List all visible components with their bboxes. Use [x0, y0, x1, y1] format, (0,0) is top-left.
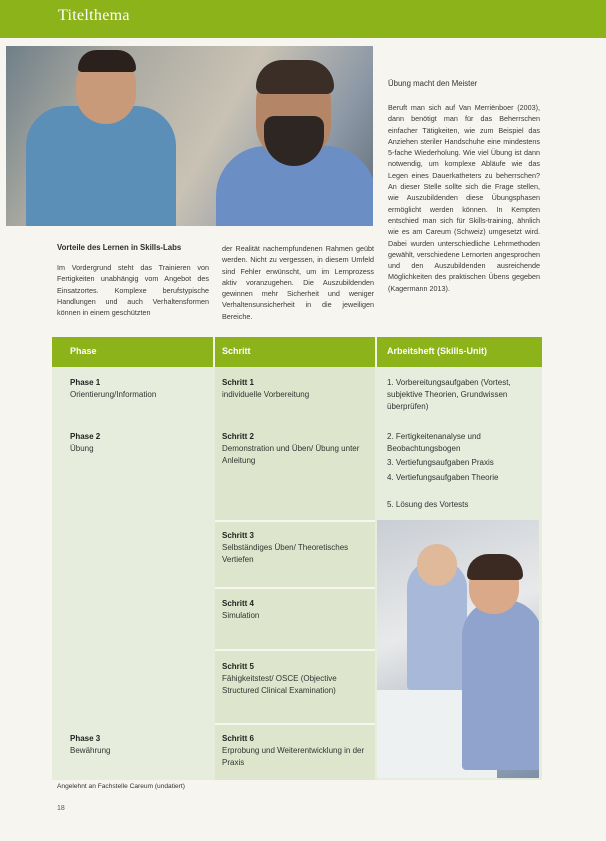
step-name: Demonstration und Üben/ Übung unter Anleitung [222, 444, 360, 465]
step-title: Schritt 3 [222, 531, 255, 540]
right-column-text: Beruft man sich auf Van Merriënboer (2003), dann benötigt man für das Beherrschen einfacher Tätigkeiten, wie zum Beispiel das Anziehen steriler Handschuhe eine mindestens 5-fache Wiederholung. Wie viel Übung ist dann notwendig, um komplexe Abläufe wie das Legen eines Dauerkatheters zu beherrschen? An dieser Stelle sollte sich die Frage stellen, wie Auszubildenden diese Übungsphasen ermöglicht werden können. In Kempten entschied man sich für Skills-training, ähnlich wie es am Careum (Schweiz) umgesetzt wird. Dabei wurden unterschiedliche Lehrmethoden gewählt, verschiedene Lernorten angesprochen und den Auszubildenden ausreichende Möglichkeiten des praktischen Übens gegeben (Kagermann 2013). [388, 103, 540, 293]
header-divider [375, 337, 377, 367]
phase-title: Phase 3 [70, 734, 101, 743]
left-column-text: Im Vordergrund steht das Trainieren von Fertigkeiten unabhängig vom Angebot des Einsatzortes. Komplexe berufstypische Handlungen und auch Verhaltensformen können in einem geschützten [57, 263, 209, 318]
photo-nurses-patient [6, 46, 373, 226]
nurse-hair [78, 50, 136, 72]
workbook-item: 2. Fertigkeitenanalyse und Beobachtungsbogen [387, 432, 481, 453]
workbook-item: 1. Vorbereitungsaufgaben (Vortest, subjektive Theorien, Grundwissen überprüfen) [387, 378, 511, 411]
step-2 [222, 431, 370, 467]
step-title: Schritt 5 [222, 662, 255, 671]
step-name: Fähigkeitstest/ OSCE (Objective Structured Clinical Examination) [222, 674, 337, 695]
student-head [417, 544, 457, 586]
page-number: 18 [57, 805, 65, 812]
row-divider [215, 723, 375, 725]
workbook-item: 3. Vertiefungsaufgaben Praxis [387, 458, 494, 467]
right-heading: Übung macht den Meister [388, 79, 478, 88]
step-4 [222, 598, 370, 622]
patient-hair [256, 60, 334, 94]
workbook-item: 5. Lösung des Vortests [387, 500, 469, 509]
step-1 [222, 377, 370, 401]
step-3 [222, 530, 370, 566]
section-title: Titelthema [58, 7, 130, 24]
middle-column-text: der Realität nachempfundenen Rahmen geübt werden. Nicht zu vergessen, in diesem Umfeld sind Fehler erwünscht, um im Lernprozess aktiv voranzugehen. Die Auszubildenden gewinnen mehr Sicherheit und weniger Verhaltensunsicherheit in die jeweiligen Bereiche. [222, 244, 374, 321]
table-caption: Angelehnt an Fachstelle Careum (undatiert) [57, 783, 185, 790]
step-name: individuelle Vorbereitung [222, 390, 310, 399]
step-6 [222, 733, 370, 769]
phase-title: Phase 1 [70, 378, 101, 387]
step-title: Schritt 2 [222, 432, 255, 441]
step-5 [222, 661, 370, 697]
table-header-row [52, 337, 542, 367]
row-divider [215, 520, 375, 522]
header-workbook: Arbeitsheft (Skills-Unit) [387, 346, 488, 356]
step-name: Selbständiges Üben/ Theoretisches Vertiefen [222, 543, 349, 564]
phase-name: Übung [70, 444, 94, 453]
header-step: Schritt [222, 346, 251, 356]
phase-name: Orientierung/Information [70, 390, 157, 399]
nurse-figure [26, 106, 176, 226]
step-title: Schritt 6 [222, 734, 255, 743]
phase-3 [70, 733, 210, 757]
row-divider [215, 587, 375, 589]
step-name: Simulation [222, 611, 260, 620]
step-title: Schritt 1 [222, 378, 255, 387]
step-title: Schritt 4 [222, 599, 255, 608]
photo-nursing-students [377, 520, 539, 778]
student-figure [462, 600, 539, 770]
workbook-item: 4. Vertiefungsaufgaben Theorie [387, 473, 499, 482]
header-phase: Phase [70, 346, 97, 356]
step-column-bg [215, 367, 375, 780]
phase-name: Bewährung [70, 746, 111, 755]
header-divider [213, 337, 215, 367]
phase-title: Phase 2 [70, 432, 101, 441]
student-hair [467, 554, 523, 580]
header-bar [0, 0, 606, 38]
phase-2 [70, 431, 210, 455]
step-name: Erprobung und Weiterentwicklung in der Praxis [222, 746, 365, 767]
left-heading: Vorteile des Lernen in Skills-Labs [57, 243, 182, 252]
row-divider [215, 649, 375, 651]
phase-1 [70, 377, 210, 401]
skills-table [52, 337, 542, 780]
